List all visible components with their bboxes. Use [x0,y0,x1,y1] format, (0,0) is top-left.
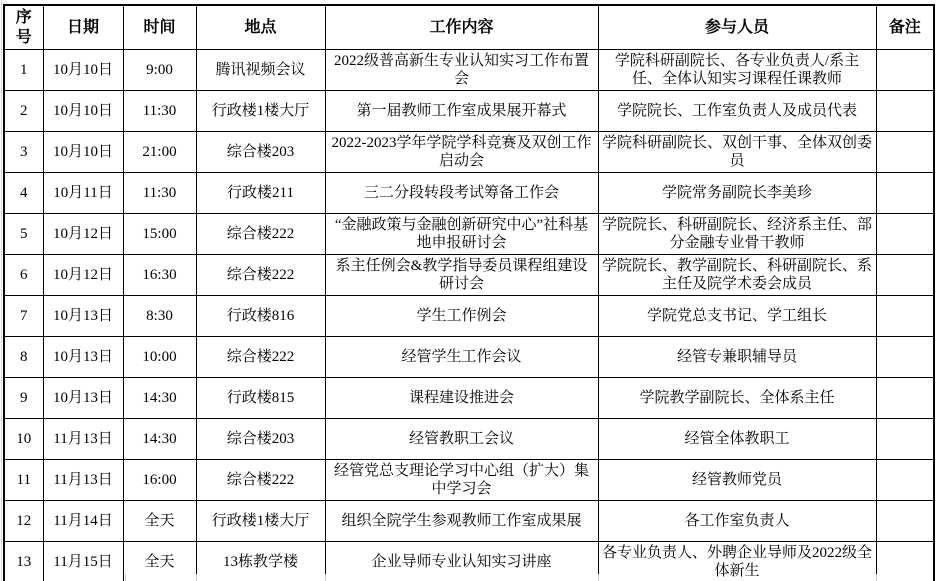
table-cell [876,132,934,173]
column-header-4: 工作内容 [325,5,598,50]
table-cell [876,91,934,132]
table-row [4,296,934,337]
table-cell [876,255,934,296]
table-cell: 11 [4,460,43,501]
table-cell: 16:30 [123,255,196,296]
table-cell: 11月13日 [43,460,123,501]
table-cell: 2022-2023学年学院学科竞赛及双创工作启动会 [325,132,598,173]
table-cell: 课程建设推进会 [325,378,598,419]
table-cell: 经管党总支理论学习中心组（扩大）集中学习会 [325,460,598,501]
table-cell: 学院党总支书记、学工组长 [598,296,876,337]
table-cell [876,378,934,419]
table-cell: 10月11日 [43,173,123,214]
sheet-gridline-bottom [876,574,877,581]
table-cell: 9 [4,378,43,419]
table-cell: 13 [4,542,43,581]
table-cell: 7 [4,296,43,337]
table-cell: 系主任例会&教学指导委员课程组建设研讨会 [325,255,598,296]
table-cell: 10月12日 [43,214,123,255]
table-cell [876,542,934,581]
table-cell: 11:30 [123,91,196,132]
table-cell: 综合楼203 [196,419,325,460]
table-cell: 学生工作例会 [325,296,598,337]
table-cell: 综合楼222 [196,337,325,378]
table-cell [876,50,934,91]
table-cell: 经管教职工会议 [325,419,598,460]
table-row [4,337,934,378]
table-cell: 各工作室负责人 [598,501,876,542]
table-cell: 14:30 [123,419,196,460]
table-row [4,542,934,581]
table-row [4,501,934,542]
table-cell: 11月14日 [43,501,123,542]
sheet-gridline-bottom [325,574,326,581]
table-cell: 14:30 [123,378,196,419]
table-cell: 11月13日 [43,419,123,460]
work-schedule-table-wrap [3,4,933,579]
table-cell: 3 [4,132,43,173]
table-body [4,50,934,581]
work-schedule-table [3,4,935,581]
table-cell: 经管教师党员 [598,460,876,501]
table-cell [876,419,934,460]
header-row [4,5,934,50]
table-cell: 行政楼1楼大厅 [196,91,325,132]
table-cell: 学院科研副院长、双创干事、全体双创委员 [598,132,876,173]
table-cell [876,460,934,501]
table-cell: 8 [4,337,43,378]
table-cell: 学院院长、工作室负责人及成员代表 [598,91,876,132]
table-cell: 8:30 [123,296,196,337]
table-cell: 5 [4,214,43,255]
table-row [4,91,934,132]
table-cell: 1 [4,50,43,91]
table-cell: 12 [4,501,43,542]
table-cell: 2022级普高新生专业认知实习工作布置会 [325,50,598,91]
table-cell: 2 [4,91,43,132]
table-cell: 企业导师专业认知实习讲座 [325,542,598,581]
table-cell: 经管专兼职辅导员 [598,337,876,378]
table-cell: 各专业负责人、外聘企业导师及2022级全体新生 [598,542,876,581]
sheet-gridline-bottom [598,574,599,581]
table-cell: 行政楼815 [196,378,325,419]
table-cell: 学院院长、教学副院长、科研副院长、系主任及院学术委会成员 [598,255,876,296]
table-cell: 10月13日 [43,337,123,378]
table-row [4,419,934,460]
table-cell: 腾讯视频会议 [196,50,325,91]
column-header-1: 日期 [43,5,123,50]
column-header-0: 序号 [4,5,43,50]
table-cell: 16:00 [123,460,196,501]
table-cell: 9:00 [123,50,196,91]
table-cell: “金融政策与金融创新研究中心”社科基地申报研讨会 [325,214,598,255]
column-header-6: 备注 [876,5,934,50]
column-header-5: 参与人员 [598,5,876,50]
table-cell: 综合楼222 [196,255,325,296]
table-cell: 综合楼222 [196,214,325,255]
table-row [4,132,934,173]
table-cell: 综合楼203 [196,132,325,173]
table-cell: 11月15日 [43,542,123,581]
table-cell: 全天 [123,542,196,581]
table-cell: 10月10日 [43,91,123,132]
table-row [4,50,934,91]
table-cell: 学院院长、科研副院长、经济系主任、部分金融专业骨干教师 [598,214,876,255]
table-cell: 全天 [123,501,196,542]
table-row [4,173,934,214]
table-cell: 4 [4,173,43,214]
table-cell: 学院科研副院长、各专业负责人/系主任、全体认知实习课程任课教师 [598,50,876,91]
table-cell: 经管学生工作会议 [325,337,598,378]
sheet-gridline-bottom [125,574,126,581]
sheet-gridline-bottom [196,574,197,581]
table-cell [876,501,934,542]
table-cell: 经管全体教职工 [598,419,876,460]
table-cell: 11:30 [123,173,196,214]
column-header-2: 时间 [123,5,196,50]
table-cell: 10月12日 [43,255,123,296]
table-cell: 行政楼1楼大厅 [196,501,325,542]
table-row [4,255,934,296]
table-cell [876,296,934,337]
column-header-3: 地点 [196,5,325,50]
sheet-gridline-left [1,0,2,581]
table-cell: 13栋教学楼 [196,542,325,581]
table-cell: 15:00 [123,214,196,255]
table-cell: 三二分段转段考试筹备工作会 [325,173,598,214]
table-row [4,460,934,501]
table-row [4,378,934,419]
table-cell: 10 [4,419,43,460]
table-cell: 行政楼816 [196,296,325,337]
table-cell: 10:00 [123,337,196,378]
table-cell [876,214,934,255]
table-cell: 第一届教师工作室成果展开幕式 [325,91,598,132]
table-cell: 6 [4,255,43,296]
table-cell: 21:00 [123,132,196,173]
table-row [4,214,934,255]
table-cell: 10月13日 [43,296,123,337]
table-cell: 10月10日 [43,132,123,173]
table-cell: 综合楼222 [196,460,325,501]
table-cell: 学院教学副院长、全体系主任 [598,378,876,419]
table-cell: 10月13日 [43,378,123,419]
table-cell: 10月10日 [43,50,123,91]
table-cell [876,173,934,214]
table-cell: 行政楼211 [196,173,325,214]
table-cell: 组织全院学生参观教师工作室成果展 [325,501,598,542]
table-cell [876,337,934,378]
table-cell: 学院常务副院长李美珍 [598,173,876,214]
